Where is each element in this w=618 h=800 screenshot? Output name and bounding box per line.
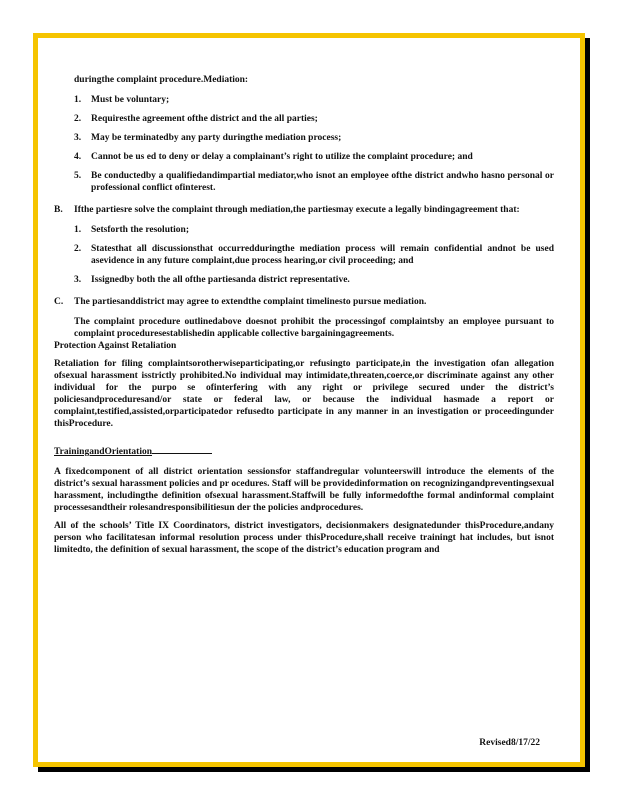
training-heading-text: TrainingandOrientation	[54, 447, 153, 457]
list-number: 2.	[74, 114, 82, 124]
training-heading	[54, 446, 554, 458]
list-text: Must be voluntary;	[91, 95, 170, 105]
section-label: C.	[54, 297, 64, 307]
section-c	[54, 296, 554, 308]
list-item	[74, 151, 554, 163]
training-paragraph-2: All of the schools’ Title IX Coordinators, district investigators, decisionmakers designatedunder thisProcedure,andany person who facilitatesan informal resolution process under thisProcedure,shall receive trainingt hat includes, but isnot limitedto, the definition of sexual harassment, the scope of the district’s education program and	[54, 521, 554, 555]
revision-date: Revised8/17/22	[479, 738, 540, 748]
list-item	[74, 113, 554, 125]
list-text: May be terminatedby any party duringthe mediation process;	[91, 133, 342, 143]
section-b	[54, 204, 554, 216]
list-text: Requiresthe agreement ofthe district and the all parties;	[91, 114, 318, 124]
list-item	[74, 274, 554, 286]
list-item	[74, 94, 554, 106]
training-paragraph-1: A fixedcomponent of all district orientation sessionsfor staffandregular volunteerswill introduce the elements of the district’s sexual harassment policies and pr ocedures. Staff will be providedinformation on recognizingandpreventingsexual harassment, includingthe definition ofsexual harassment.Staffwill be fully informedofthe formal andinformal complaint processesandtheir rolesandresponsibilitiesun der the policies andprocedures.	[54, 467, 554, 513]
retaliation-paragraph: Retaliation for filing complaintsorotherwiseparticipating,or refusingto participate,in the investigation ofan allegation ofsexual harassment isstrictly prohibited.No individual may intimidate,threaten,coerce,or discriminate against any other individual for the purpo se ofinterfering with any right or privilege secured under the district’s policiesandproceduresand/or state or federal law, or because the individual hasmade a report or complaint,testified,assisted,orparticipatedor refusedto participate in any manner in an investigation or proceedingunder thisProcedure.	[54, 359, 554, 429]
list-number: 4.	[74, 152, 82, 162]
section-b-list	[54, 224, 554, 286]
mediation-list	[54, 94, 554, 194]
list-text: Statesthat all discussionsthat occurredduringthe mediation process will remain confidential andnot be used asevidence in any future complaint,due process hearing,or civil proceeding; and	[91, 244, 554, 266]
list-number: 3.	[74, 133, 82, 143]
list-text: Cannot be us ed to deny or delay a complainant’s right to utilize the complaint procedure; and	[91, 152, 473, 162]
section-text: The partiesanddistrict may agree to extendthe complaint timelinesto pursue mediation.	[74, 297, 427, 307]
list-text: Issignedby both the all ofthe partiesanda district representative.	[91, 275, 350, 285]
section-text: Ifthe partiesre solve the complaint through mediation,the partiesmay execute a legally bindingagreement that:	[74, 205, 520, 215]
list-number: 3.	[74, 275, 82, 285]
mediation-intro: duringthe complaint procedure.Mediation:	[74, 75, 249, 85]
list-item	[74, 132, 554, 144]
document-page	[33, 33, 585, 767]
list-item	[74, 243, 554, 267]
list-text: Setsforth the resolution;	[91, 225, 189, 235]
list-number: 5.	[74, 171, 82, 181]
retaliation-heading: Protection Against Retaliation	[54, 341, 177, 351]
list-number: 1.	[74, 95, 82, 105]
list-item	[74, 170, 554, 194]
list-number: 2.	[74, 244, 82, 254]
heading-underline	[152, 452, 212, 454]
list-text: Be conductedby a qualifiedandimpartial mediator,who isnot an employee ofthe district andwho hasno personal or professional conflict ofinterest.	[91, 171, 554, 193]
document-content	[54, 74, 554, 556]
section-c-paragraph: The complaint procedure outlinedabove doesnot prohibit the processingof complaintsby an employee pursuant to complaint proceduresestablishedin applicable collective bargainingagreements.	[74, 317, 554, 339]
section-label: B.	[54, 205, 63, 215]
list-item	[74, 224, 554, 236]
list-number: 1.	[74, 225, 82, 235]
